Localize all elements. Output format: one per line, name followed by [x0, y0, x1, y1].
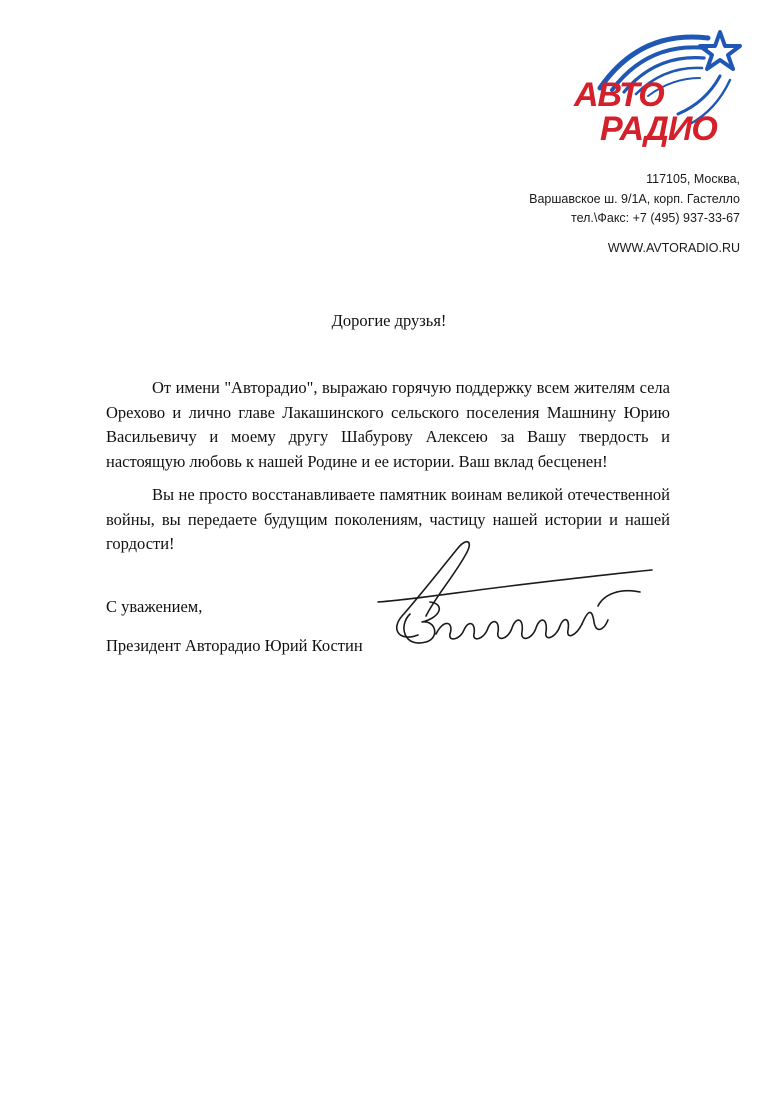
signer-line: Президент Авторадио Юрий Костин — [106, 636, 363, 655]
phone-fax: тел.\Факс: +7 (495) 937-33-67 — [571, 211, 740, 225]
paragraph-1: От имени "Авторадио", выражаю горячую поддержку всем жителям села Орехово и лично главе Лакашинского сельского поселения Машнину Юрию Васильевичу и моему другу Шабурову Алексею за Вашу твердость и настоящую любовь к нашей Родине и ее истории. Ваш вклад бесценен! — [106, 378, 670, 471]
contact-block — [420, 170, 740, 258]
street-address: Варшавское ш. 9/1А, корп. Гастелло — [529, 191, 740, 206]
paragraph-2: Вы не просто восстанавливаете памятник воинам великой отечественной войны, вы передаете будущим поколениям, частицу нашей истории и нашей гордости! — [106, 485, 670, 553]
avtoradio-logo — [570, 18, 748, 150]
closing-line: С уважением, — [106, 597, 203, 616]
website-link[interactable]: WWW.AVTORADIO.RU — [607, 240, 740, 255]
logo-word-avto: АВТО — [574, 76, 664, 114]
handwritten-signature — [370, 530, 660, 670]
greeting: Дорогие друзья! — [331, 311, 447, 330]
logo-word-radio: РАДИО — [600, 110, 717, 148]
logo-graphic — [570, 18, 748, 150]
postal-address: 117105, Москва, — [646, 172, 740, 186]
